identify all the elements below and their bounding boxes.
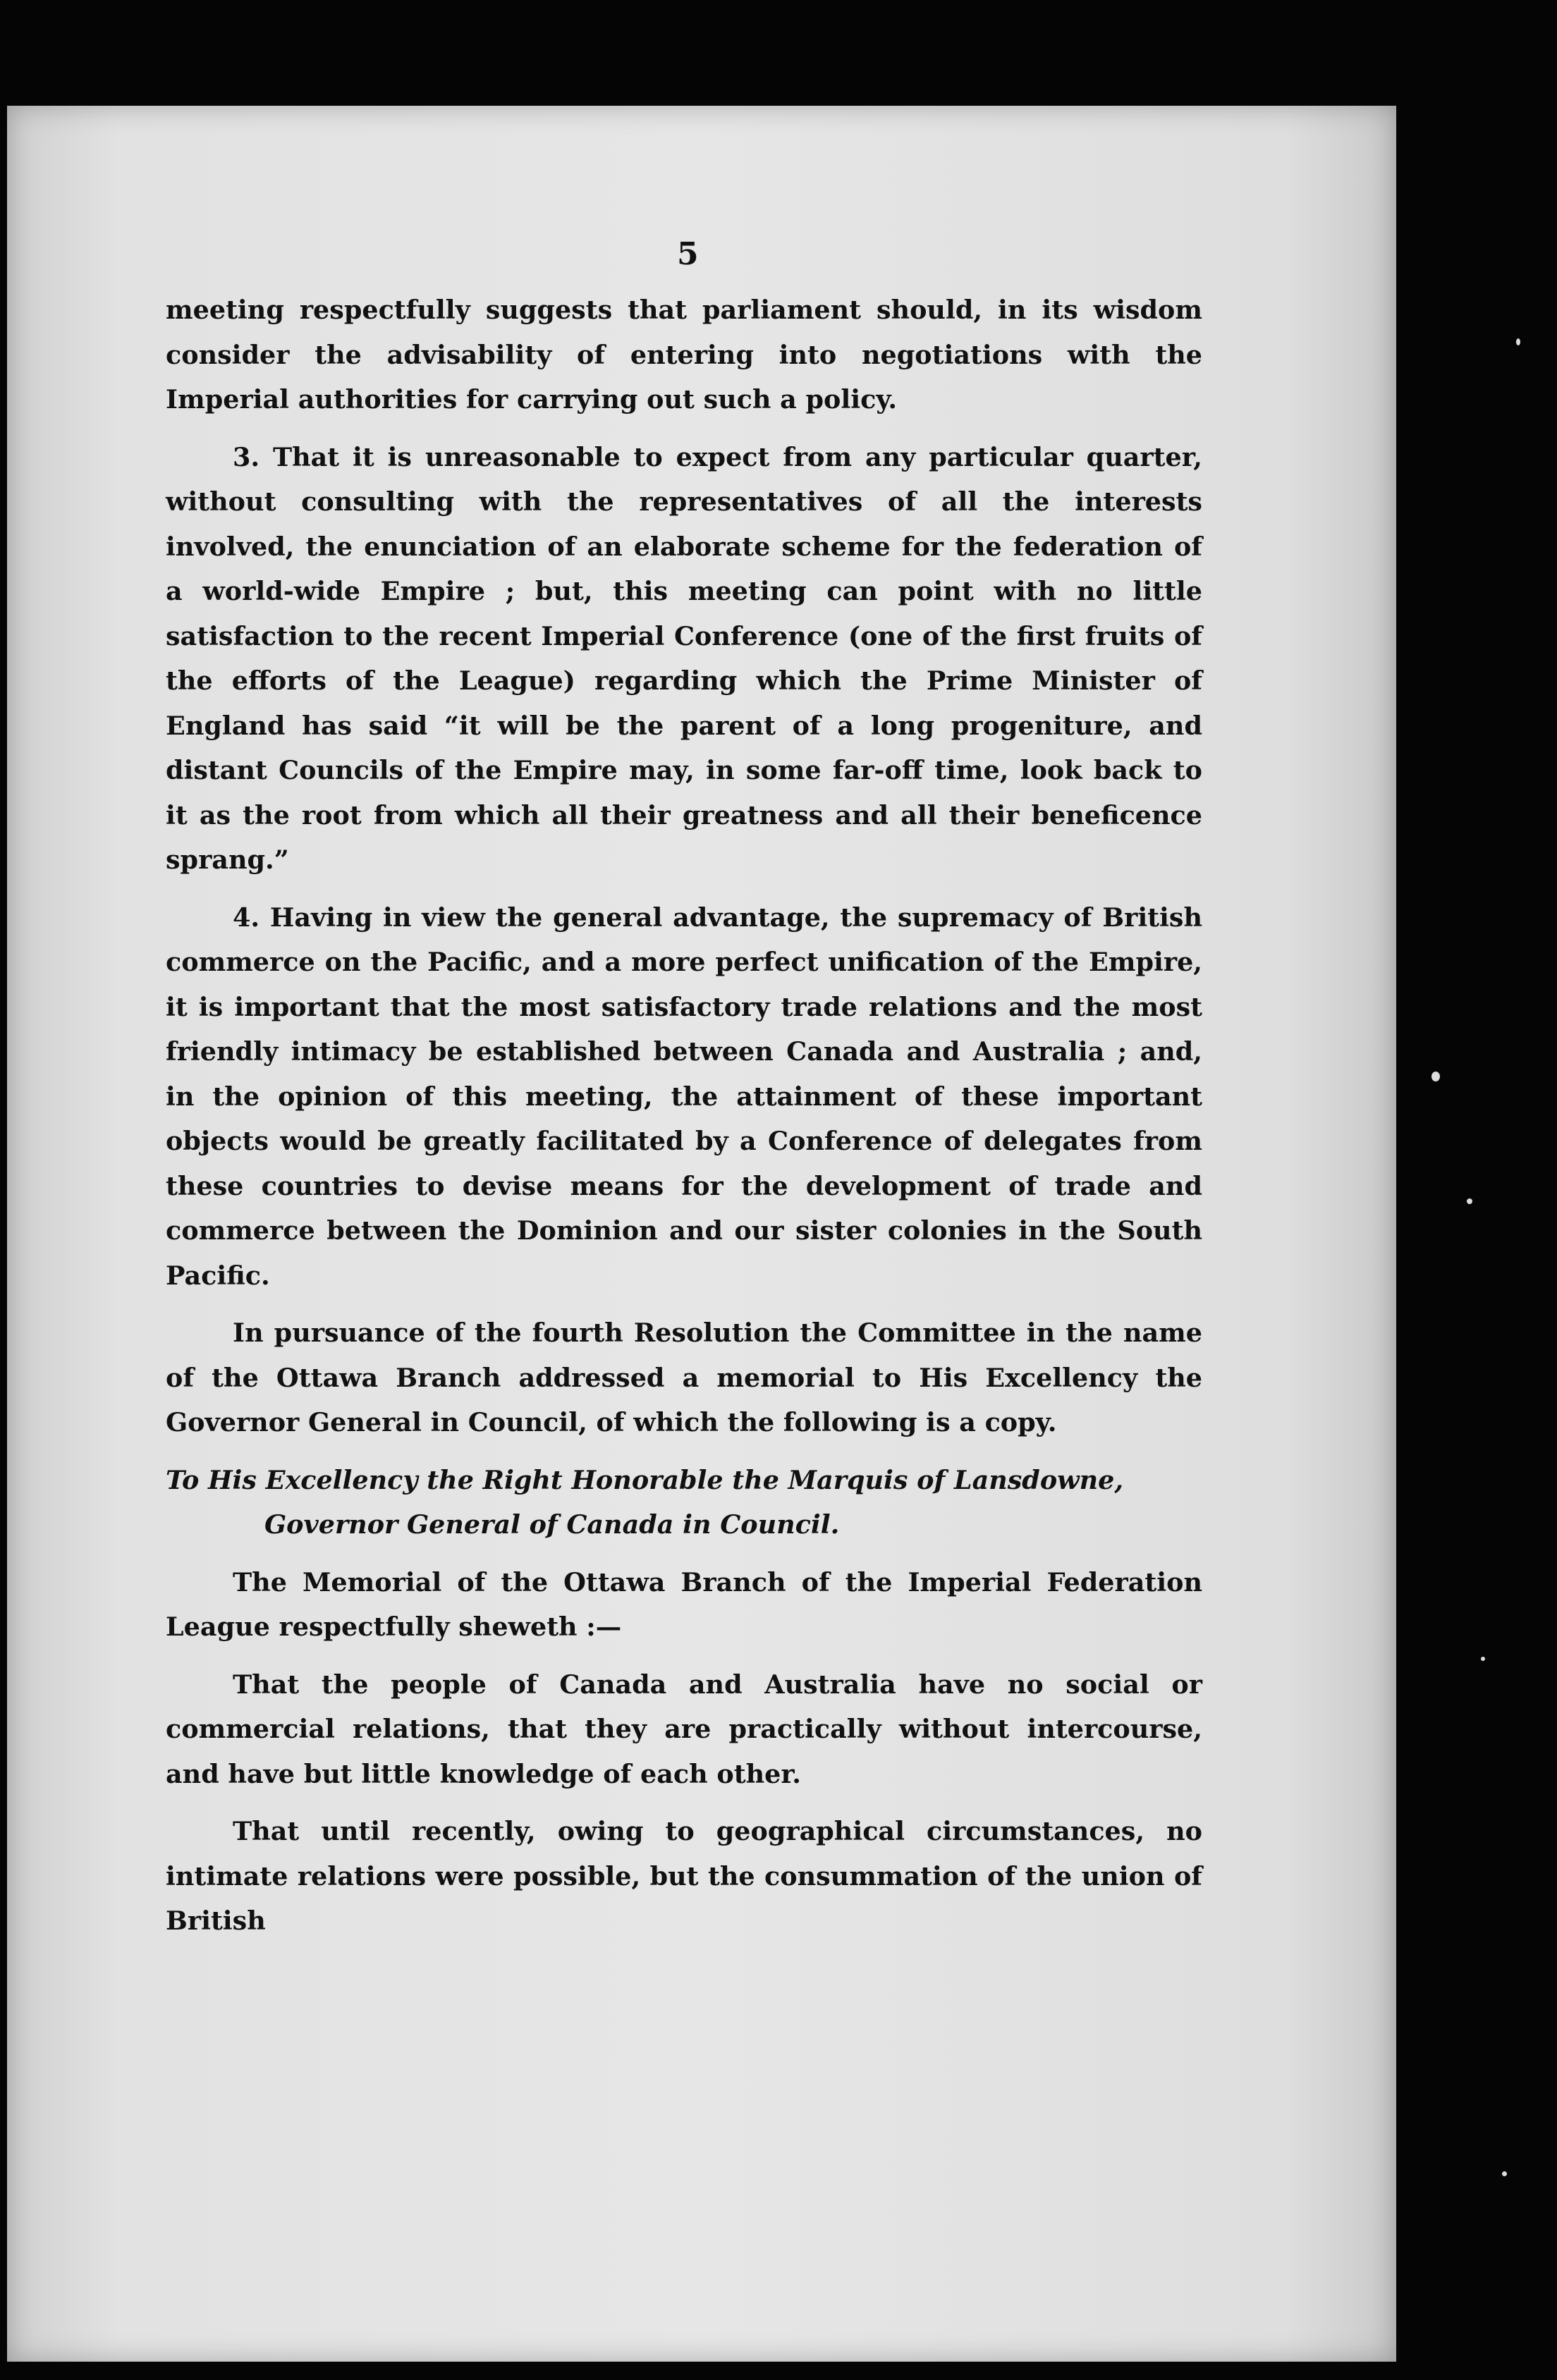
- paragraph-resolution-3: 3. That it is unreasonable to expect from any particular quarter, without consulting with the representatives of all the interests involved, the enunciation of an elaborate scheme for the federation of a world-wide Empire ; but, this meeting can point with no little satisfaction to the recent Imperial Conference (one of the first fruits of the efforts of the League) regarding which the Prime Minister of England has said “it will be the parent of a long progeniture, and distant Councils of the Empire may, in some far-off time, look back to it as the root from which all their greatness and all their beneficence sprang.”: [166, 441, 1202, 875]
- paragraph-continuation: meeting respectfully suggests that parliament should, in its wisdom consider the advisability of entering into negotiations with the Imperial authorities for carrying out such a policy.: [166, 295, 1202, 415]
- scan-speck: [1502, 2171, 1507, 2176]
- page-body: [166, 288, 1202, 1956]
- scan-speck: [1467, 1198, 1472, 1204]
- page-number: 5: [677, 236, 699, 272]
- scan-speck: [1516, 338, 1520, 345]
- memorial-paragraph-1: That the people of Canada and Australia have no social or commercial relations, that they are practically without intercourse, and have but little knowledge of each other.: [166, 1669, 1202, 1789]
- memorial-intro: The Memorial of the Ottawa Branch of the Imperial Federation League respectfully sheweth :—: [166, 1566, 1202, 1642]
- memorial-paragraph-2: That until recently, owing to geographical circumstances, no intimate relations were possible, but the consummation of the union of British: [166, 1816, 1202, 1936]
- paragraph-resolution-4: 4. Having in view the general advantage, the supremacy of British commerce on the Pacific, and a more perfect unification of the Empire, it is important that the most satisfactory trade relations and the most friendly intimacy be established between Canada and Australia ; and, in the opinion of this meeting, the attainment of these important objects would be greatly facilitated by a Conference of delegates from these countries to devise means for the development of trade and commerce between the Dominion and our sister colonies in the South Pacific.: [166, 902, 1202, 1291]
- scan-speck: [1481, 1657, 1485, 1661]
- scan-speck: [1431, 1072, 1440, 1081]
- paragraph-pursuance: In pursuance of the fourth Resolution the Committee in the name of the Ottawa Branch addressed a memorial to His Excellency the Governor General in Council, of which the following is a copy.: [166, 1318, 1202, 1437]
- memorial-address: To His Excellency the Right Honorable the Marquis of Lansdowne, Governor General of Canada in Council.: [166, 1464, 1124, 1540]
